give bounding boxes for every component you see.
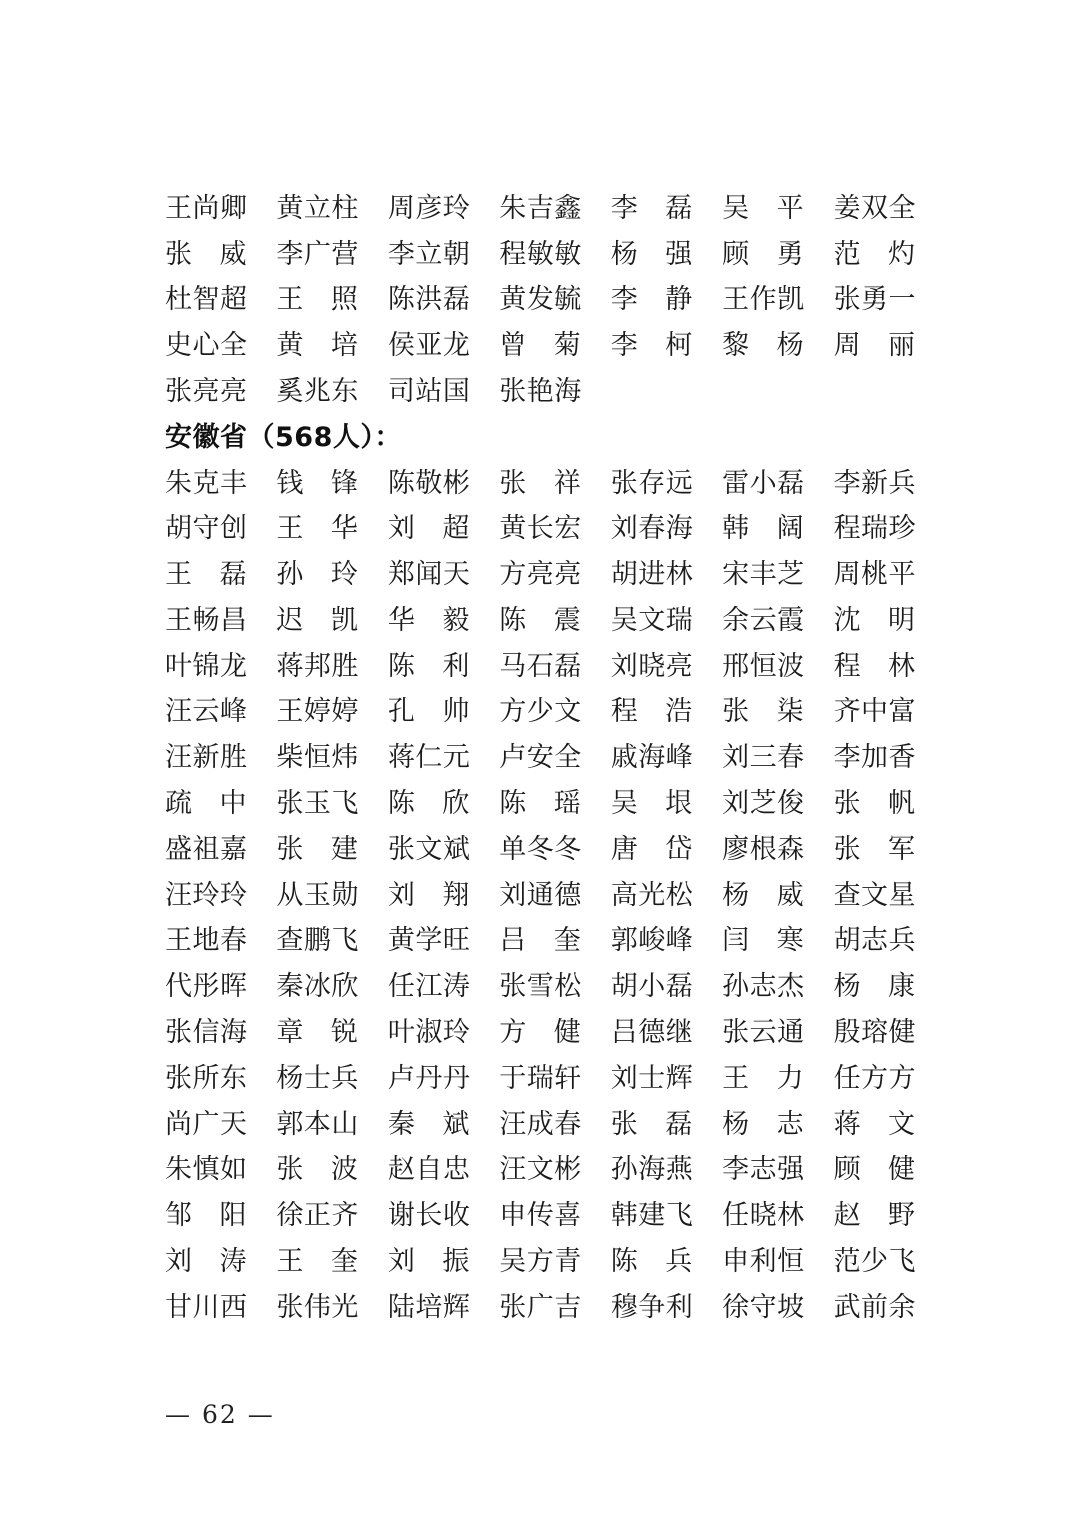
person-name: 赵自忠 — [387, 1154, 471, 1186]
name-row — [165, 1148, 945, 1194]
person-name: 刘士辉 — [610, 1062, 694, 1094]
person-name: 从玉勋 — [276, 879, 359, 911]
person-name: 陈洪磊 — [387, 284, 471, 316]
person-name: 代彤晖 — [165, 971, 248, 1003]
person-name: 方健 — [499, 1017, 582, 1049]
person-name: 王婷婷 — [276, 696, 359, 728]
name-row — [165, 644, 945, 690]
person-name: 李静 — [610, 284, 693, 316]
person-name: 任晓林 — [722, 1200, 805, 1232]
person-name: 任方方 — [833, 1062, 917, 1094]
person-name: 李立朝 — [387, 238, 471, 270]
person-name: 张帆 — [833, 788, 916, 820]
person-name: 胡小磊 — [610, 971, 694, 1003]
person-name: 胡守创 — [165, 513, 248, 545]
person-name: 孙海燕 — [610, 1154, 694, 1186]
person-name: 胡进林 — [610, 559, 694, 591]
person-name: 刘晓亮 — [610, 650, 694, 682]
person-name: 周丽 — [833, 330, 916, 362]
person-name: 穆争利 — [610, 1291, 694, 1323]
person-name: 秦斌 — [387, 1108, 470, 1140]
person-name: 宋丰芝 — [722, 559, 805, 591]
person-name: 刘三春 — [722, 742, 805, 774]
person-name: 黄立柱 — [276, 192, 359, 224]
person-name: 孙玲 — [276, 559, 359, 591]
person-name: 范少飞 — [833, 1246, 917, 1278]
person-name: 程瑞珍 — [833, 513, 917, 545]
person-name: 郑闻天 — [387, 559, 471, 591]
person-name: 查鹏飞 — [276, 925, 359, 957]
person-name: 姜双全 — [833, 192, 917, 224]
person-name: 雷小磊 — [722, 467, 805, 499]
person-name: 黄培 — [276, 330, 359, 362]
person-name: 张伟光 — [276, 1291, 359, 1323]
person-name: 张磊 — [610, 1108, 693, 1140]
person-name: 叶锦龙 — [165, 650, 248, 682]
name-row — [165, 1194, 945, 1240]
person-name: 刘翔 — [387, 879, 470, 911]
person-name: 黎杨 — [722, 330, 805, 362]
person-name: 张信海 — [165, 1017, 248, 1049]
person-name: 胡志兵 — [833, 925, 917, 957]
person-name: 韩阔 — [722, 513, 805, 545]
person-name: 汪文彬 — [499, 1154, 582, 1186]
name-row — [165, 232, 945, 278]
person-name: 顾勇 — [722, 238, 805, 270]
person-name: 蒋邦胜 — [276, 650, 359, 682]
person-name: 杨强 — [610, 238, 693, 270]
person-name: 申利恒 — [722, 1246, 805, 1278]
person-name: 程敏敏 — [499, 238, 582, 270]
page-content — [165, 186, 945, 1331]
person-name: 奚兆东 — [276, 375, 359, 407]
person-name: 马石磊 — [499, 650, 582, 682]
person-name: 刘春海 — [610, 513, 694, 545]
person-name: 张建 — [276, 833, 359, 865]
person-name: 汪成春 — [499, 1108, 582, 1140]
name-row — [165, 873, 945, 919]
name-row — [165, 919, 945, 965]
person-name: 方少文 — [499, 696, 582, 728]
person-name: 尚广天 — [165, 1108, 248, 1140]
person-name: 李广营 — [276, 238, 359, 270]
person-name: 谢长收 — [387, 1200, 471, 1232]
person-name: 黄长宏 — [499, 513, 582, 545]
person-name: 周彦玲 — [387, 192, 471, 224]
province-heading-anhui: 安徽省（568人）： — [165, 421, 402, 453]
name-row — [165, 690, 945, 736]
person-name: 陈欣 — [387, 788, 470, 820]
person-name: 张玉飞 — [276, 788, 359, 820]
name-row — [165, 1285, 945, 1331]
person-name: 杨威 — [722, 879, 805, 911]
person-name: 程浩 — [610, 696, 693, 728]
person-name: 张文斌 — [387, 833, 471, 865]
person-name: 朱慎如 — [165, 1154, 248, 1186]
person-name: 孔帅 — [387, 696, 470, 728]
person-name: 盛祖嘉 — [165, 833, 248, 865]
name-row — [165, 1239, 945, 1285]
person-name: 陈利 — [387, 650, 470, 682]
person-name: 查文星 — [833, 879, 917, 911]
person-name: 李磊 — [610, 192, 693, 224]
person-name: 华毅 — [387, 604, 470, 636]
person-name: 戚海峰 — [610, 742, 694, 774]
name-row — [165, 507, 945, 553]
name-row — [165, 186, 945, 232]
person-name: 张波 — [276, 1154, 359, 1186]
person-name: 范灼 — [833, 238, 916, 270]
person-name: 刘涛 — [165, 1246, 247, 1278]
name-row — [165, 323, 945, 369]
person-name: 吴垠 — [610, 788, 693, 820]
person-name: 吴平 — [722, 192, 805, 224]
person-name: 李新兵 — [833, 467, 917, 499]
person-name: 孙志杰 — [722, 971, 805, 1003]
person-name: 齐中富 — [833, 696, 917, 728]
person-name: 叶淑玲 — [387, 1017, 471, 1049]
person-name: 李柯 — [610, 330, 693, 362]
person-name: 韩建飞 — [610, 1200, 694, 1232]
person-name: 汪新胜 — [165, 742, 248, 774]
person-name: 张云通 — [722, 1017, 805, 1049]
person-name: 杨康 — [833, 971, 916, 1003]
page-number: — 62 — — [165, 1400, 275, 1429]
person-name: 陈瑶 — [499, 788, 582, 820]
person-name: 邹阳 — [165, 1200, 247, 1232]
person-name: 申传喜 — [499, 1200, 582, 1232]
person-name: 方亮亮 — [499, 559, 582, 591]
person-name: 刘振 — [387, 1246, 470, 1278]
person-name: 汪玲玲 — [165, 879, 248, 911]
person-name: 疏中 — [165, 788, 247, 820]
person-name: 王照 — [276, 284, 359, 316]
name-row — [165, 1102, 945, 1148]
person-name: 单冬冬 — [499, 833, 582, 865]
person-name: 徐守坡 — [722, 1291, 805, 1323]
person-name: 余云霞 — [722, 604, 805, 636]
person-name: 王华 — [276, 513, 359, 545]
person-name: 侯亚龙 — [387, 330, 471, 362]
person-name: 曾菊 — [499, 330, 582, 362]
person-name: 郭本山 — [276, 1108, 359, 1140]
person-name: 张所东 — [165, 1062, 248, 1094]
person-name: 杨士兵 — [276, 1062, 359, 1094]
person-name: 吴方青 — [499, 1246, 582, 1278]
person-name: 王作凯 — [722, 284, 805, 316]
name-row — [165, 827, 945, 873]
person-name: 刘通德 — [499, 879, 582, 911]
person-name: 沈明 — [833, 604, 916, 636]
name-row — [165, 781, 945, 827]
person-name: 张祥 — [499, 467, 582, 499]
person-name: 张柒 — [722, 696, 805, 728]
person-name: 吴文瑞 — [610, 604, 694, 636]
person-name: 朱克丰 — [165, 467, 248, 499]
person-name: 刘超 — [387, 513, 470, 545]
person-name: 唐岱 — [610, 833, 693, 865]
person-name: 汪云峰 — [165, 696, 248, 728]
person-name: 王力 — [722, 1062, 805, 1094]
name-row — [165, 1010, 945, 1056]
name-row — [165, 461, 945, 507]
person-name: 殷瑢健 — [833, 1017, 917, 1049]
person-name: 于瑞轩 — [499, 1062, 582, 1094]
person-name: 卢丹丹 — [387, 1062, 471, 1094]
person-name: 李志强 — [722, 1154, 805, 1186]
name-row — [165, 278, 945, 324]
name-row — [165, 369, 945, 415]
person-name: 杜智超 — [165, 284, 248, 316]
person-name: 陈兵 — [610, 1246, 693, 1278]
person-name: 王畅昌 — [165, 604, 248, 636]
person-name: 赵野 — [833, 1200, 916, 1232]
person-name: 周桃平 — [833, 559, 917, 591]
person-name: 柴恒炜 — [276, 742, 359, 774]
person-name: 蒋文 — [833, 1108, 916, 1140]
person-name: 邢恒波 — [722, 650, 805, 682]
person-name: 朱吉鑫 — [499, 192, 582, 224]
person-name: 张军 — [833, 833, 916, 865]
person-name: 黄发毓 — [499, 284, 582, 316]
person-name: 王尚卿 — [165, 192, 248, 224]
person-name: 徐正齐 — [276, 1200, 359, 1232]
person-name: 吕德继 — [610, 1017, 694, 1049]
person-name: 张广吉 — [499, 1291, 582, 1323]
person-name: 陈震 — [499, 604, 582, 636]
person-name: 蒋仁元 — [387, 742, 471, 774]
person-name: 钱锋 — [276, 467, 359, 499]
person-name: 陈敬彬 — [387, 467, 471, 499]
name-row — [165, 598, 945, 644]
person-name: 司站国 — [387, 375, 471, 407]
person-name: 张雪松 — [499, 971, 582, 1003]
person-name: 张勇一 — [833, 284, 917, 316]
person-name: 张存远 — [610, 467, 694, 499]
person-name: 迟凯 — [276, 604, 359, 636]
person-name: 刘芝俊 — [722, 788, 805, 820]
person-name: 廖根森 — [722, 833, 805, 865]
person-name: 张艳海 — [499, 375, 582, 407]
person-name: 黄学旺 — [387, 925, 471, 957]
person-name: 章锐 — [276, 1017, 359, 1049]
person-name: 任江涛 — [387, 971, 471, 1003]
person-name: 张威 — [165, 238, 247, 270]
name-row — [165, 1056, 945, 1102]
person-name: 卢安全 — [499, 742, 582, 774]
person-name: 王地春 — [165, 925, 248, 957]
person-name: 高光松 — [610, 879, 694, 911]
person-name: 王奎 — [276, 1246, 359, 1278]
name-row — [165, 736, 945, 782]
person-name: 顾健 — [833, 1154, 916, 1186]
person-name: 杨志 — [722, 1108, 805, 1140]
person-name: 王磊 — [165, 559, 247, 591]
person-name: 郭峻峰 — [610, 925, 694, 957]
name-row — [165, 965, 945, 1011]
person-name: 秦冰欣 — [276, 971, 359, 1003]
person-name: 张亮亮 — [165, 375, 248, 407]
person-name: 甘川西 — [165, 1291, 248, 1323]
person-name: 闫寒 — [722, 925, 805, 957]
person-name: 史心全 — [165, 330, 248, 362]
person-name: 程林 — [833, 650, 916, 682]
person-name: 吕奎 — [499, 925, 582, 957]
person-name: 陆培辉 — [387, 1291, 471, 1323]
person-name: 武前余 — [833, 1291, 917, 1323]
person-name: 李加香 — [833, 742, 917, 774]
name-row — [165, 552, 945, 598]
